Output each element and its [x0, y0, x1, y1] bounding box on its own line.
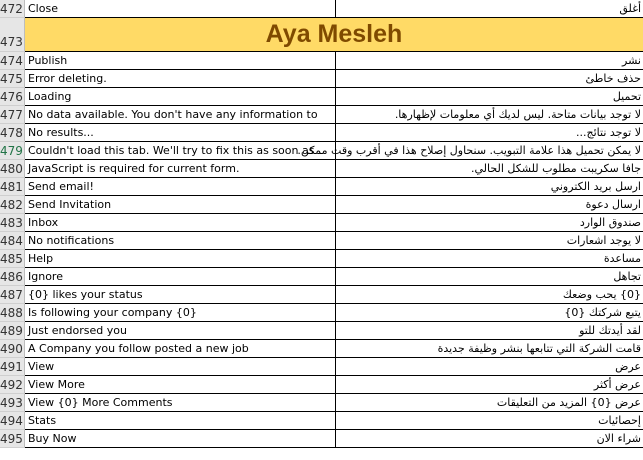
table-row: [0, 88, 643, 106]
table-row: [0, 124, 643, 142]
english-text-cell[interactable]: Send email!: [25, 178, 336, 196]
english-text-cell[interactable]: {0} likes your status: [25, 286, 336, 304]
english-text-cell[interactable]: JavaScript is required for current form.: [25, 160, 336, 178]
row-number[interactable]: 477: [0, 106, 25, 124]
row-number[interactable]: 495: [0, 430, 25, 448]
arabic-text-cell[interactable]: لا توجد نتائج...: [336, 124, 643, 142]
row-number[interactable]: 491: [0, 358, 25, 376]
arabic-text-cell[interactable]: صندوق الوارد: [336, 214, 643, 232]
english-text-cell[interactable]: A Company you follow posted a new job: [25, 340, 336, 358]
arabic-text-cell[interactable]: عرض أكثر: [336, 376, 643, 394]
row-number[interactable]: 485: [0, 250, 25, 268]
arabic-text-cell[interactable]: نشر: [336, 52, 643, 70]
table-row: [0, 178, 643, 196]
english-text-cell[interactable]: Stats: [25, 412, 336, 430]
arabic-text-cell[interactable]: أغلق: [336, 0, 643, 18]
row-number[interactable]: 474: [0, 52, 25, 70]
row-number[interactable]: 478: [0, 124, 25, 142]
english-text-cell[interactable]: Just endorsed you: [25, 322, 336, 340]
english-text-cell[interactable]: View More: [25, 376, 336, 394]
table-row: [0, 358, 643, 376]
row-number[interactable]: 484: [0, 232, 25, 250]
arabic-text-cell[interactable]: عرض {0} المزيد من التعليقات: [336, 394, 643, 412]
english-text-cell[interactable]: Is following your company {0}: [25, 304, 336, 322]
table-row: [0, 412, 643, 430]
arabic-text-cell[interactable]: يتبع شركتك {0}: [336, 304, 643, 322]
row-number[interactable]: 475: [0, 70, 25, 88]
arabic-text-cell[interactable]: لا يمكن تحميل هذا علامة التبويب. سنحاول إصلاح هذا في أقرب وقت ممكن.: [336, 142, 643, 160]
row-number[interactable]: 488: [0, 304, 25, 322]
english-text-cell[interactable]: Ignore: [25, 268, 336, 286]
table-row: [0, 70, 643, 88]
row-number[interactable]: 487: [0, 286, 25, 304]
table-row: [0, 160, 643, 178]
row-number[interactable]: 486: [0, 268, 25, 286]
row-number[interactable]: 480: [0, 160, 25, 178]
row-number[interactable]: 490: [0, 340, 25, 358]
arabic-text-cell[interactable]: {0} يحب وضعك: [336, 286, 643, 304]
arabic-text-cell[interactable]: لا يوجد اشعارات: [336, 232, 643, 250]
arabic-text-cell[interactable]: إحصائيات: [336, 412, 643, 430]
table-row: [0, 304, 643, 322]
english-text-cell[interactable]: Inbox: [25, 214, 336, 232]
row-number[interactable]: 481: [0, 178, 25, 196]
english-text-cell[interactable]: View {0} More Comments: [25, 394, 336, 412]
table-row: [0, 106, 643, 124]
english-text-cell[interactable]: View: [25, 358, 336, 376]
row-number[interactable]: 492: [0, 376, 25, 394]
arabic-text-cell[interactable]: تحميل: [336, 88, 643, 106]
row-number[interactable]: 489: [0, 322, 25, 340]
table-row: [0, 340, 643, 358]
table-row: [0, 142, 643, 160]
row-number[interactable]: 482: [0, 196, 25, 214]
english-text-cell[interactable]: No results...: [25, 124, 336, 142]
merged-title-cell[interactable]: Aya Mesleh: [25, 18, 643, 52]
english-text-cell[interactable]: No data available. You don't have any information to: [25, 106, 336, 124]
table-row: [0, 394, 643, 412]
row-number[interactable]: 494: [0, 412, 25, 430]
english-text-cell[interactable]: Buy Now: [25, 430, 336, 448]
table-row: [0, 250, 643, 268]
table-row: [0, 196, 643, 214]
row-number[interactable]: 476: [0, 88, 25, 106]
row-number[interactable]: 483: [0, 214, 25, 232]
english-text-cell[interactable]: Error deleting.: [25, 70, 336, 88]
english-text-cell[interactable]: No notifications: [25, 232, 336, 250]
row-number[interactable]: 472: [0, 0, 25, 18]
table-row: [0, 430, 643, 448]
arabic-text-cell[interactable]: ارسال دعوة: [336, 196, 643, 214]
arabic-text-cell[interactable]: حذف خاطئ: [336, 70, 643, 88]
arabic-text-cell[interactable]: لا توجد بيانات متاحة. ليس لديك أي معلومات لإظهارها.: [336, 106, 643, 124]
table-row: [0, 286, 643, 304]
table-row: [0, 322, 643, 340]
arabic-text-cell[interactable]: عرض: [336, 358, 643, 376]
arabic-text-cell[interactable]: ارسل بريد الكتروني: [336, 178, 643, 196]
english-text-cell[interactable]: Close: [25, 0, 336, 18]
row-number[interactable]: 493: [0, 394, 25, 412]
row-number[interactable]: 473: [0, 18, 25, 52]
table-row: [0, 232, 643, 250]
table-row: [0, 376, 643, 394]
arabic-text-cell[interactable]: لقد أيدتك للتو: [336, 322, 643, 340]
arabic-text-cell[interactable]: مساعدة: [336, 250, 643, 268]
table-row: [0, 52, 643, 70]
english-text-cell[interactable]: Help: [25, 250, 336, 268]
english-text-cell[interactable]: Send Invitation: [25, 196, 336, 214]
arabic-text-cell[interactable]: تجاهل: [336, 268, 643, 286]
row-number[interactable]: 479: [0, 142, 25, 160]
english-text-cell[interactable]: Couldn't load this tab. We'll try to fix this as soon as: [25, 142, 336, 160]
english-text-cell[interactable]: Publish: [25, 52, 336, 70]
english-text-cell[interactable]: Loading: [25, 88, 336, 106]
table-row: [0, 268, 643, 286]
arabic-text-cell[interactable]: قامت الشركة التي تتابعها بنشر وظيفة جديدة: [336, 340, 643, 358]
table-row: [0, 0, 643, 18]
arabic-text-cell[interactable]: جافا سكريبت مطلوب للشكل الحالي.: [336, 160, 643, 178]
table-row: [0, 214, 643, 232]
title-row: [0, 18, 643, 52]
arabic-text-cell[interactable]: شراء الان: [336, 430, 643, 448]
